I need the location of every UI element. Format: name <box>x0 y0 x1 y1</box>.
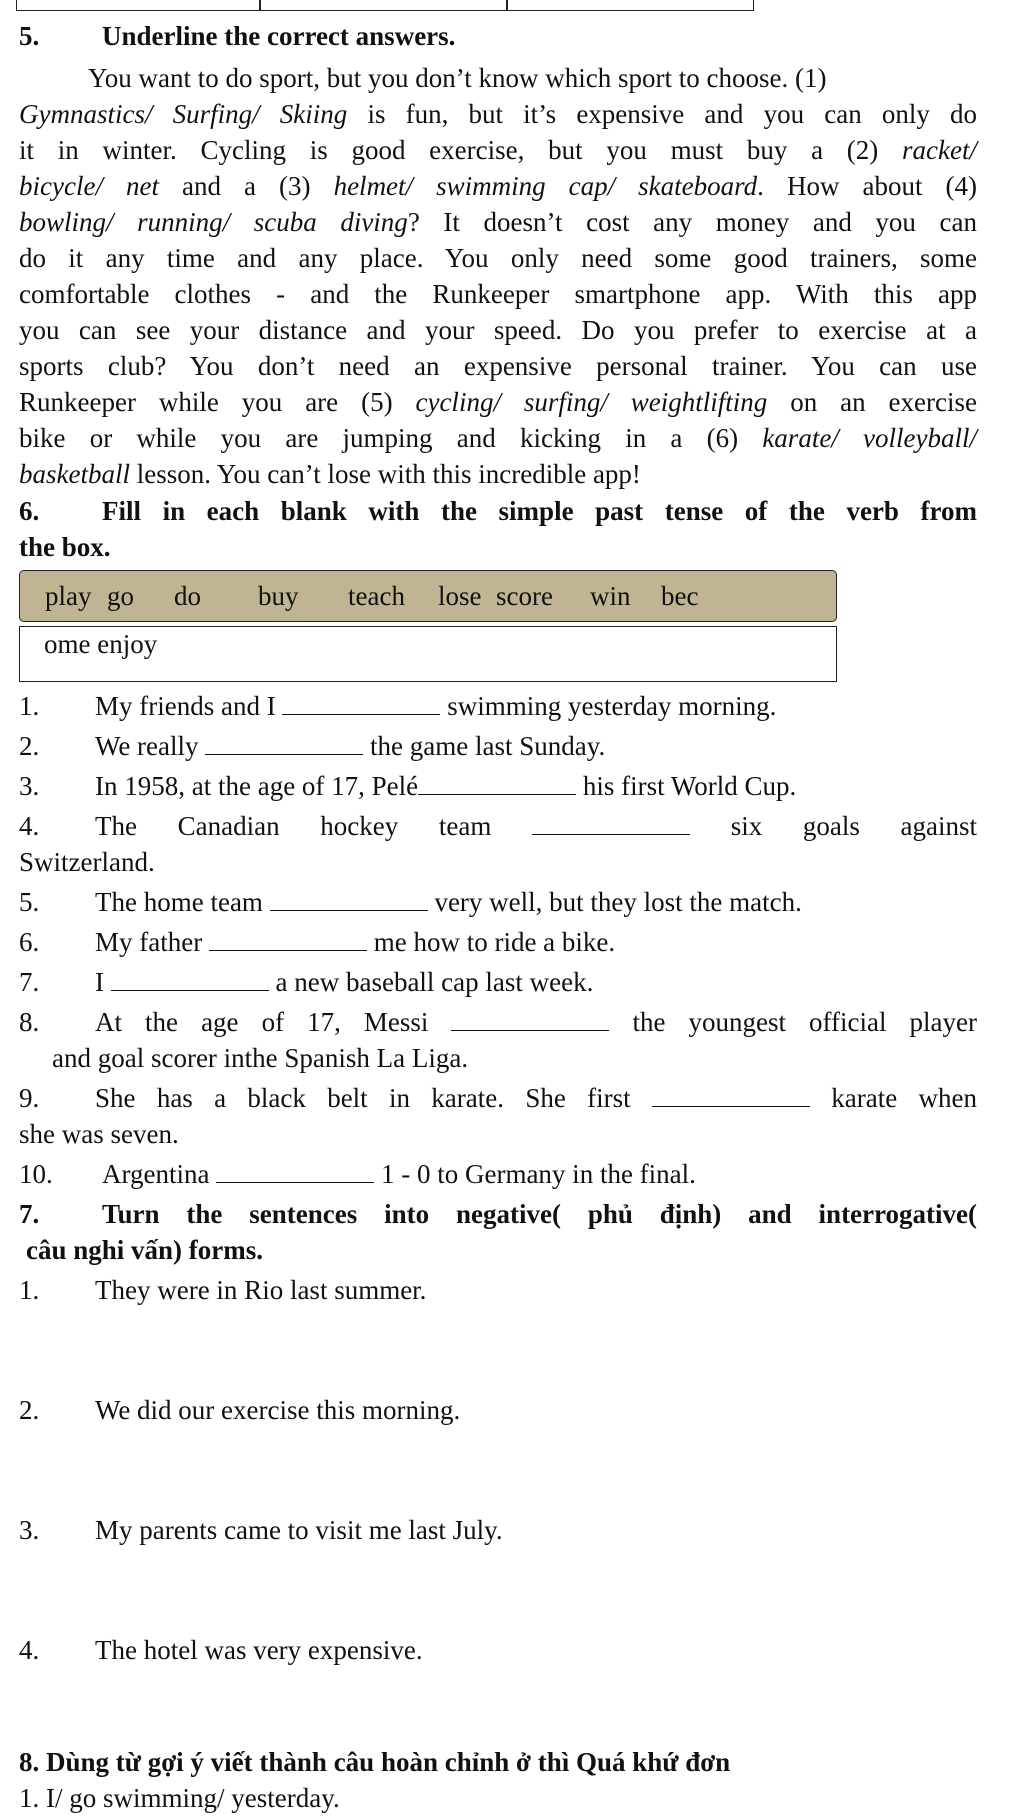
word-item: play <box>45 580 92 611</box>
exercise-item: 4. The Canadian hockey team six goals against <box>19 811 977 841</box>
exercise-item: 1. They were in Rio last summer. <box>19 1275 427 1305</box>
section-number: 5. <box>19 21 40 51</box>
option-group-2-cont[interactable]: bicycle/ net <box>19 171 159 201</box>
paragraph-line: Gymnastics/ Surfing/ Skiing is fun, but it’s expensive and you can only do <box>19 99 977 129</box>
paragraph-line: You want to do sport, but you don’t know which sport to choose. (1) <box>88 63 827 93</box>
answer-blank[interactable] <box>652 1084 810 1107</box>
section-number: 6. <box>19 496 40 526</box>
table-cell <box>260 0 507 11</box>
section-title: Turn the sentences into negative( phủ định) and interrogative( <box>102 1199 977 1229</box>
exercise-item-cont: and goal scorer inthe Spanish La Liga. <box>52 1043 469 1073</box>
top-table-fragment <box>16 0 754 12</box>
option-group-6[interactable]: karate/ volleyball/ <box>762 423 977 453</box>
section-number: 7. <box>19 1199 40 1229</box>
exercise-item: 3. My parents came to visit me last July. <box>19 1515 503 1545</box>
paragraph-line: do it any time and any place. You only need some good trainers, some <box>19 243 977 273</box>
section6-heading <box>19 493 977 529</box>
exercise-item: 4. The hotel was very expensive. <box>19 1635 423 1665</box>
word-item: score <box>496 580 553 611</box>
exercise-item: 6. My father me how to ride a bike. <box>19 927 616 957</box>
word-item: bec <box>661 580 699 611</box>
answer-blank[interactable] <box>270 888 428 911</box>
word-item: win <box>590 580 631 611</box>
section7-heading <box>19 1196 977 1232</box>
answer-blank[interactable] <box>451 1008 609 1031</box>
exercise-item: 5. The home team very well, but they lost the match. <box>19 887 802 917</box>
answer-blank[interactable] <box>111 968 269 991</box>
table-cell <box>16 0 260 11</box>
option-group-3[interactable]: helmet/ swimming cap/ skateboard <box>333 171 758 201</box>
paragraph-line: bike or while you are jumping and kicking in a (6) karate/ volleyball/ <box>19 423 977 453</box>
paragraph-line: Runkeeper while you are (5) cycling/ surfing/ weightlifting on an exercise <box>19 387 977 417</box>
section7-heading-cont: câu nghi vấn) forms. <box>26 1235 264 1265</box>
section8-heading: 8. Dùng từ gợi ý viết thành câu hoàn chỉnh ở thì Quá khứ đơn <box>19 1747 731 1777</box>
section-title: Fill in each blank with the simple past tense of the verb from <box>102 496 977 526</box>
answer-blank[interactable] <box>216 1160 374 1183</box>
paragraph-line: bowling/ running/ scuba diving? It doesn’t cost any money and you can <box>19 207 977 237</box>
paragraph-line: basketball lesson. You can’t lose with this incredible app! <box>19 459 641 489</box>
exercise-item: 1. My friends and I swimming yesterday morning. <box>19 691 777 721</box>
answer-blank[interactable] <box>532 812 690 835</box>
exercise-item: 9. She has a black belt in karate. She first karate when <box>19 1083 977 1113</box>
exercise-item: 3. In 1958, at the age of 17, Pelé his first World Cup. <box>19 771 797 801</box>
exercise-item: 10. Argentina 1 - 0 to Germany in the final. <box>19 1159 696 1189</box>
exercise-item: 2. We did our exercise this morning. <box>19 1395 461 1425</box>
option-group-6-cont[interactable]: basketball <box>19 459 130 489</box>
word-item: buy <box>258 580 299 611</box>
answer-blank[interactable] <box>205 732 363 755</box>
answer-blank[interactable] <box>209 928 367 951</box>
exercise-item-cont: she was seven. <box>19 1119 179 1149</box>
option-group-4[interactable]: bowling/ running/ scuba diving <box>19 207 408 237</box>
option-group-2[interactable]: racket/ <box>902 135 977 165</box>
word-box-overflow: ome enjoy <box>19 626 837 682</box>
paragraph-line: you can see your distance and your speed. Do you prefer to exercise at a <box>19 315 977 345</box>
paragraph-line: bicycle/ net and a (3) helmet/ swimming cap/ skateboard. How about (4) <box>19 171 977 201</box>
answer-blank[interactable] <box>418 772 576 795</box>
section5-heading <box>19 18 455 54</box>
word-item: go <box>107 580 134 611</box>
table-cell <box>507 0 754 11</box>
section6-heading-cont: the box. <box>19 532 111 562</box>
word-item: lose <box>438 580 482 611</box>
word-item: teach <box>348 580 405 611</box>
exercise-item: 7. I a new baseball cap last week. <box>19 967 594 997</box>
section-title: Underline the correct answers. <box>102 21 456 51</box>
paragraph-line: sports club? You don’t need an expensive personal trainer. You can use <box>19 351 977 381</box>
answer-blank[interactable] <box>282 692 440 715</box>
exercise-item: 2. We really the game last Sunday. <box>19 731 606 761</box>
exercise-item-cont: Switzerland. <box>19 847 155 877</box>
word-box <box>19 570 837 622</box>
paragraph-line: comfortable clothes - and the Runkeeper smartphone app. With this app <box>19 279 977 309</box>
exercise-item: 8. At the age of 17, Messi the youngest official player <box>19 1007 977 1037</box>
exercise-item: 1. I/ go swimming/ yesterday. <box>19 1783 340 1813</box>
paragraph-line: it in winter. Cycling is good exercise, but you must buy a (2) racket/ <box>19 135 977 165</box>
option-group-5[interactable]: cycling/ surfing/ weightlifting <box>415 387 768 417</box>
word-item: do <box>174 580 201 611</box>
option-group-1[interactable]: Gymnastics/ Surfing/ Skiing <box>19 99 348 129</box>
